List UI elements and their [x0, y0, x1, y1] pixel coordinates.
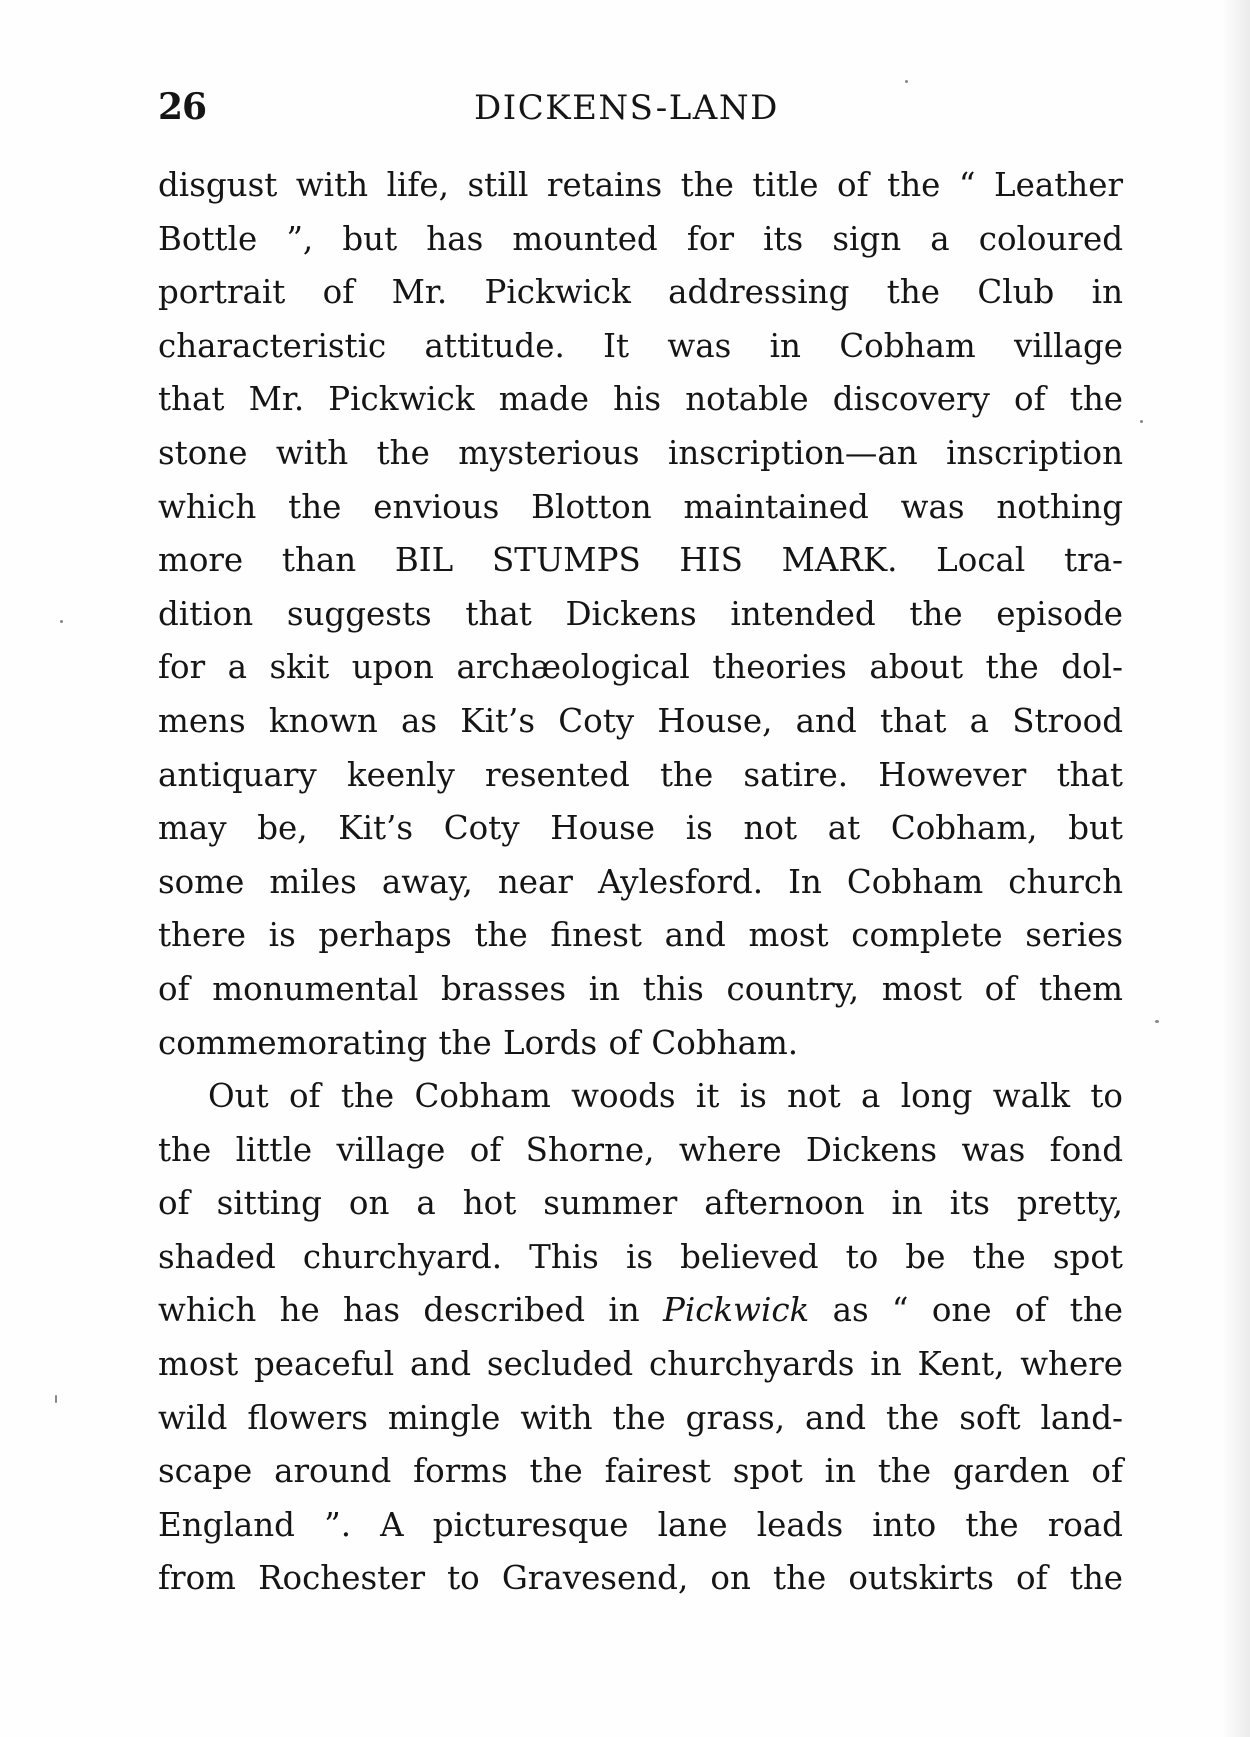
text-line: may be, Kit’s Coty House is not at Cobham, but: [158, 809, 1123, 848]
body-text: [158, 159, 1123, 1606]
text-line: stone with the mysterious inscription—an inscription: [158, 433, 1123, 472]
text-line: dition suggests that Dickens intended the episode: [158, 594, 1123, 633]
text-line: more than BIL STUMPS HIS MARK. Local tra-: [158, 541, 1123, 580]
text-line: disgust with life, still retains the title of the “ Leather: [158, 166, 1123, 204]
text-line-with-title: [158, 1284, 1123, 1338]
page-header: [158, 86, 1123, 146]
text-line: there is perhaps the finest and most complete series: [158, 916, 1123, 955]
paragraph-1: [158, 159, 1123, 1070]
text-line: wild flowers mingle with the grass, and the soft land-: [158, 1398, 1123, 1437]
book-title-pickwick: Pickwick: [662, 1291, 810, 1330]
paragraph-2: [158, 1070, 1123, 1606]
text-line: shaded churchyard. This is believed to be the spot: [158, 1237, 1123, 1276]
text-fragment: as “ one of the: [832, 1291, 1123, 1330]
scan-speck: [905, 80, 908, 83]
text-line: for a skit upon archæological theories about the dol-: [158, 648, 1123, 687]
text-line: mens known as Kit’s Coty House, and that a Strood: [158, 701, 1123, 740]
text-line: commemorating the Lords of Cobham.: [158, 1023, 799, 1062]
text-line: of sitting on a hot summer afternoon in its pretty,: [158, 1184, 1123, 1223]
text-fragment: which he has described in: [158, 1291, 640, 1330]
text-line: most peaceful and secluded churchyards in Kent, where: [158, 1345, 1123, 1384]
text-line: the little village of Shorne, where Dickens was fond: [158, 1130, 1123, 1169]
scan-speck: [55, 1395, 57, 1403]
scan-edge-shadow: [1222, 0, 1250, 1737]
scan-speck: [60, 620, 63, 623]
scan-speck: [1155, 1020, 1159, 1023]
text-line: characteristic attitude. It was in Cobham village: [158, 326, 1123, 365]
text-line: some miles away, near Aylesford. In Cobham church: [158, 862, 1123, 901]
scan-speck: [1140, 420, 1143, 423]
running-head: DICKENS-LAND: [474, 88, 779, 128]
text-line: antiquary keenly resented the satire. However that: [158, 755, 1123, 794]
text-line: portrait of Mr. Pickwick addressing the Club in: [158, 273, 1123, 312]
text-line: that Mr. Pickwick made his notable discovery of the: [158, 380, 1123, 419]
text-line: from Rochester to Gravesend, on the outskirts of the: [158, 1559, 1123, 1598]
text-line: Bottle ”, but has mounted for its sign a coloured: [158, 219, 1123, 258]
text-line: Out of the Cobham woods it is not a long walk to: [208, 1077, 1123, 1116]
text-line: of monumental brasses in this country, most of them: [158, 969, 1123, 1008]
text-line: scape around forms the fairest spot in the garden of: [158, 1452, 1123, 1491]
text-line: which the envious Blotton maintained was nothing: [158, 487, 1123, 526]
page-number: 26: [158, 86, 207, 128]
text-line: England ”. A picturesque lane leads into the road: [158, 1505, 1123, 1544]
